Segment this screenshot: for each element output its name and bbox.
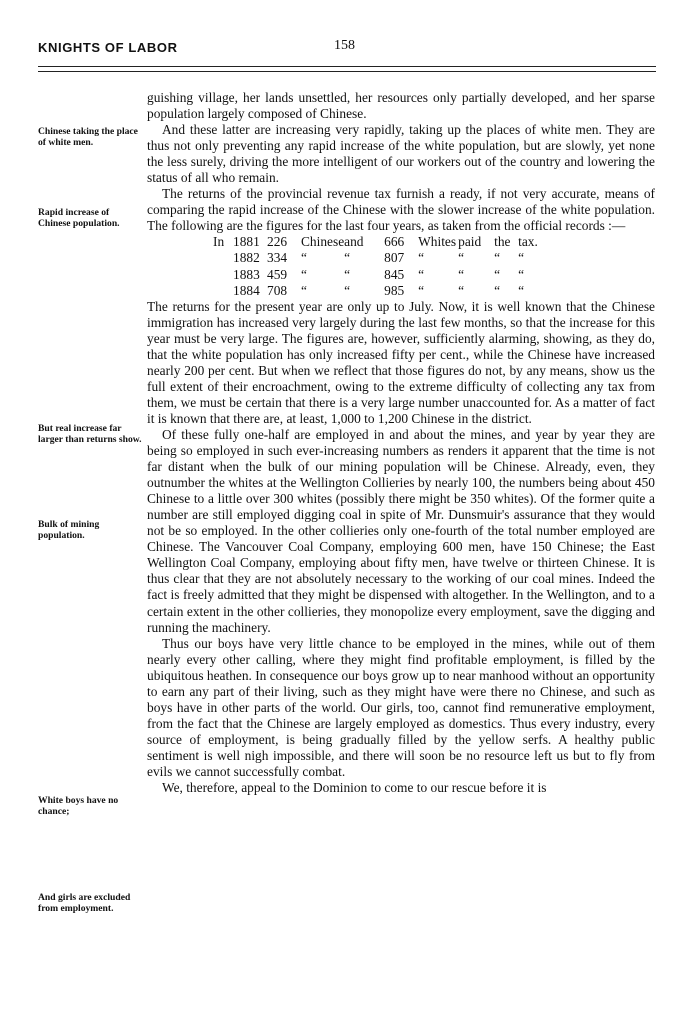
table-cell-whites: 666 — [384, 234, 405, 250]
table-cell-chinese-word: “ — [301, 266, 307, 282]
table-cell-chinese-word: “ — [301, 250, 307, 266]
table-cell-the: “ — [494, 282, 501, 298]
body-text — [147, 90, 655, 796]
tax-returns-table — [213, 234, 548, 298]
sidenote-chinese-taking-place: Chinese taking the place of white men. — [38, 126, 138, 148]
table-cell-chinese: 708 — [267, 282, 288, 298]
table-row — [213, 283, 548, 299]
table-cell-whites: 985 — [384, 282, 405, 298]
sidenote-real-increase: But real increase far larger than returns show. — [38, 423, 142, 445]
page-header — [38, 38, 656, 58]
table-cell-tax: “ — [518, 266, 525, 282]
sidenote-rapid-increase: Rapid increase of Chinese population. — [38, 207, 120, 229]
table-cell-chinese-word: “ — [301, 282, 307, 298]
table-cell-whites-word: Whites — [418, 234, 457, 250]
table-cell-year: 1881 — [233, 234, 260, 250]
table-cell-chinese: 459 — [267, 266, 288, 282]
table-cell-chinese-word: Chinese — [301, 234, 345, 250]
table-cell-the: “ — [494, 266, 501, 282]
sidenote-white-boys: White boys have no chance; — [38, 795, 119, 817]
running-title: KNIGHTS OF LABOR — [38, 40, 178, 55]
table-cell-paid: “ — [458, 266, 465, 282]
header-rule-thick — [38, 66, 656, 67]
table-cell-prefix — [213, 283, 233, 299]
table-cell-tax: “ — [518, 250, 525, 266]
table-cell-and: “ — [344, 266, 351, 282]
table-cell-paid: “ — [458, 282, 465, 298]
paragraph: Of these fully one-half are employed in and about the mines, and year by year they are being so employed in such ever-increasing numbers as renders it apparent that the time is not far distant when the bulk of our mining population will be Chinese. Already, even, they outnumber the whites at the Wellington Collieries by nearly 100, the numbers being about 450 Chinese to a little over 300 whites (possibly there might be 350 whites). Of the former quite a number are still employed digging coal in spite of Mr. Dunsmuir's assurance that they would not be so employed. In the other collieries only one-fourth of the total number employed are Chinese. The Vancouver Coal Company, employing 600 men, have 150 Chinese; the East Wellington Coal Company, employing about fifty men, have twelve or thirteen Chinese. It is thus clear that they are not absolutely necessary to the working of our coal mines. Indeed the fact is freely admitted that they might be dispensed with altogether. In the Wellington, and to a certain extent in the other collieries, they monopolize every employment, save the digging and running the machinery. — [147, 426, 655, 635]
table-cell-prefix — [213, 250, 233, 266]
paragraph: We, therefore, appeal to the Dominion to come to our rescue before it is — [162, 780, 547, 796]
table-cell-whites-word: “ — [418, 250, 425, 266]
paragraph: Thus our boys have very little chance to be employed in the mines, while out of them nearly every other calling, where they might find profitable employment, is filled by the ubiquitous heathen. In consequence our boys grow up to near manhood without an opportunity to earn any part of their living, such as they might have were there no Chinese, and such as boys have in other parts of the world. Our girls, too, cannot find remunerative employment, from the fact that the Chinese are largely employed as domestics. Thus every industry, every source of employment, is being gradually filled by the yellow serfs. A healthy public sentiment is well nigh impossible, and there will soon be no resource left us but to fly from evils we cannot successfully combat. — [147, 635, 656, 779]
sidenote-girls-excluded: And girls are excluded from employment. — [38, 892, 131, 914]
table-cell-whites-word: “ — [418, 266, 425, 282]
table-cell-and: and — [344, 234, 364, 250]
paragraph: The returns of the provincial revenue tax furnish a ready, if not very accurate, means of comparing the rapid increase of the Chinese with the slower increase of the white population. The following are the figures for the last four years, as taken from the official records :— — [147, 186, 655, 234]
paragraph: And these latter are increasing very rapidly, taking up the places of white men. They are thus not only preventing any rapid increase of the white population, but are slowly, yet none the less surely, driving the more intelligent of our workers out of the country and lowering the status of all who remain. — [147, 122, 655, 186]
table-cell-and: “ — [344, 282, 351, 298]
table-cell-and: “ — [344, 250, 351, 266]
paragraph: guishing village, her lands unsettled, her resources only partially developed, and her sparse population largely composed of Chinese. — [147, 90, 655, 122]
table-cell-year: 1884 — [233, 282, 260, 298]
header-rule-thin — [38, 71, 656, 72]
table-cell-prefix — [213, 267, 233, 283]
table-cell-the: “ — [494, 250, 501, 266]
table-row — [213, 234, 548, 250]
table-cell-paid: paid — [458, 234, 482, 250]
table-cell-whites: 845 — [384, 266, 405, 282]
table-cell-paid: “ — [458, 250, 465, 266]
table-row — [213, 250, 548, 266]
table-cell-prefix: In — [213, 234, 225, 250]
table-cell-chinese: 226 — [267, 234, 288, 250]
table-cell-whites-word: “ — [418, 282, 425, 298]
table-cell-chinese: 334 — [267, 250, 288, 266]
table-cell-tax: tax. — [518, 234, 538, 250]
table-cell-the: the — [494, 234, 511, 250]
table-cell-year: 1882 — [233, 250, 260, 266]
sidenote-bulk-of-mining: Bulk of mining population. — [38, 519, 100, 541]
table-cell-whites: 807 — [384, 250, 405, 266]
table-cell-year: 1883 — [233, 266, 260, 282]
table-cell-tax: “ — [518, 282, 525, 298]
paragraph: The returns for the present year are only up to July. Now, it is well known that the Chinese immigration has increased very largely during the last few months, so that the increase for this year must be very large. The figures are, however, sufficiently alarming, showing, as they do, that the white population has only increased fifty per cent., while the Chinese have increased nearly 200 per cent. But when we reflect that those figures do not, by any means, show us the full extent of their encroachment, owing to the extreme difficulty of collecting any tax from them, we must be certain that there is a very large number unaccounted for. As a matter of fact it is known that there are, at least, 1,000 to 1,200 Chinese in the district. — [147, 298, 655, 426]
page-number: 158 — [334, 38, 355, 53]
table-row — [213, 267, 548, 283]
